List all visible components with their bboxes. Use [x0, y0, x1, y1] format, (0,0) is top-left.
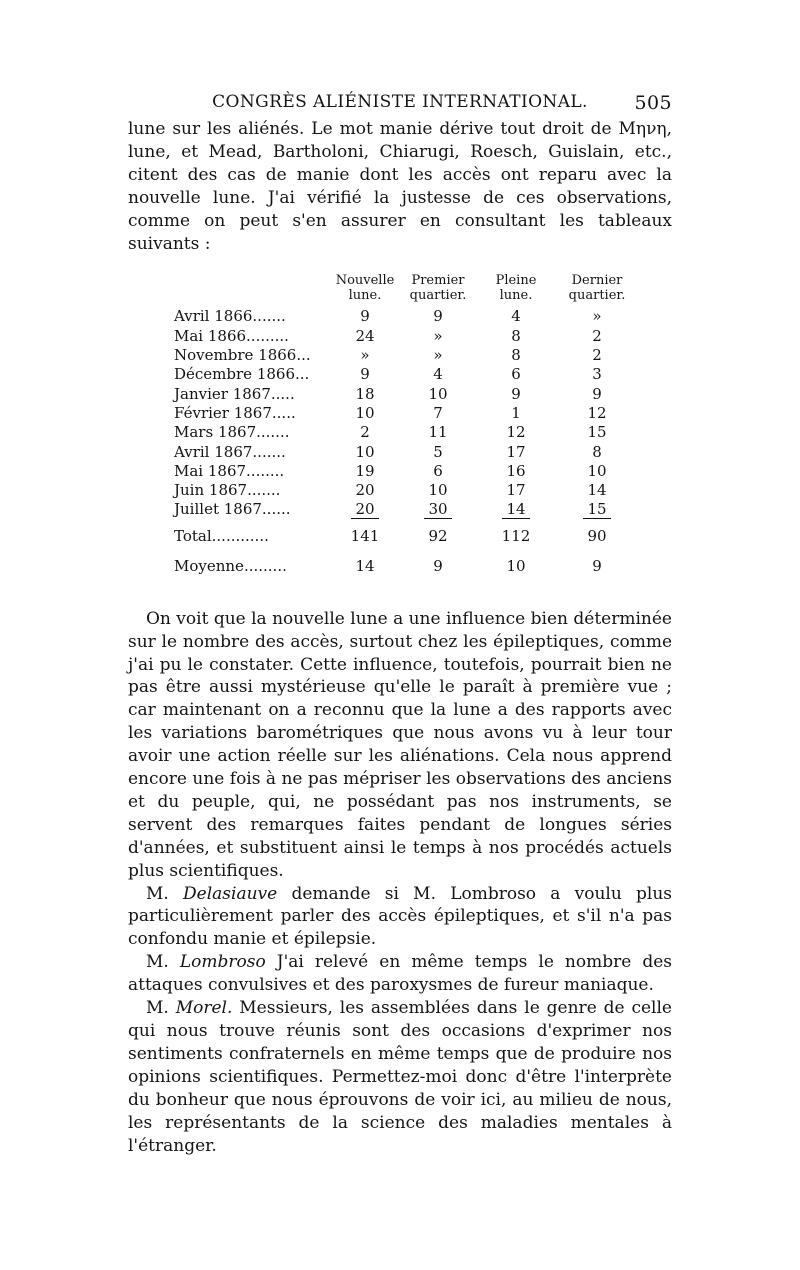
month-cell: Avril 1867....... — [174, 442, 286, 461]
total-value: 141 — [350, 527, 380, 546]
book-page — [128, 92, 672, 1157]
speaker-name: Lombroso — [179, 952, 266, 973]
value-cell: 9 — [433, 307, 443, 326]
value-cell: 3 — [592, 365, 602, 384]
underlined-value: 30 — [424, 500, 451, 519]
table-row — [174, 385, 640, 404]
speaker-paragraph — [128, 883, 672, 952]
value-cell — [478, 500, 554, 519]
value-cell: 2 — [592, 326, 602, 345]
value-cell: 12 — [587, 403, 607, 422]
value-cell: 4 — [433, 365, 443, 384]
month-cell: Juillet 1867...... — [174, 500, 291, 519]
mean-value: 14 — [355, 557, 375, 576]
value-cell: 19 — [355, 461, 375, 480]
value-cell: 17 — [506, 481, 526, 500]
month-cell: Décembre 1866... — [174, 365, 310, 384]
value-cell: 8 — [592, 442, 602, 461]
mean-value: 9 — [433, 557, 443, 576]
mean-label: Moyenne......... — [174, 557, 287, 576]
column-header: Nouvelle lune. — [335, 273, 395, 304]
month-cell: Novembre 1866... — [174, 346, 311, 365]
table-row — [174, 307, 640, 326]
speaker-paragraph — [128, 997, 672, 1157]
month-cell: Janvier 1867..... — [174, 384, 295, 403]
month-cell: Juin 1867....... — [174, 481, 281, 500]
value-cell: 1 — [511, 403, 521, 422]
value-cell: » — [433, 326, 443, 345]
page-number: 505 — [634, 92, 672, 114]
speaker-prefix: M. — [146, 998, 169, 1019]
underlined-value: 20 — [351, 500, 378, 519]
empty-header-cell — [174, 273, 332, 307]
table-row — [174, 481, 640, 500]
total-value: 112 — [501, 527, 531, 546]
value-cell: 6 — [433, 461, 443, 480]
value-cell: 16 — [506, 461, 526, 480]
value-cell: 15 — [587, 423, 607, 442]
value-cell: 8 — [511, 326, 521, 345]
speaker-paragraph — [128, 951, 672, 997]
value-cell: 20 — [355, 481, 375, 500]
value-cell: 14 — [587, 481, 607, 500]
value-cell: » — [433, 346, 443, 365]
value-cell: 24 — [355, 326, 375, 345]
column-header: Premier quartier. — [409, 273, 467, 304]
column-header: Dernier quartier. — [568, 273, 626, 304]
running-header — [128, 92, 672, 118]
month-cell: Avril 1866....... — [174, 307, 286, 326]
month-cell: Mai 1866......... — [174, 326, 289, 345]
value-cell: 8 — [511, 346, 521, 365]
value-cell: 2 — [592, 346, 602, 365]
total-row — [174, 520, 640, 548]
value-cell: » — [360, 346, 370, 365]
value-cell: 6 — [511, 365, 521, 384]
value-cell: 11 — [428, 423, 448, 442]
table-row — [174, 443, 640, 462]
value-cell: 12 — [506, 423, 526, 442]
underlined-value: 15 — [583, 500, 610, 519]
month-cell: Mai 1867........ — [174, 461, 285, 480]
value-cell — [332, 500, 398, 519]
value-cell: 9 — [511, 384, 521, 403]
value-cell: 18 — [355, 384, 375, 403]
value-cell: 9 — [360, 307, 370, 326]
value-cell — [398, 500, 478, 519]
running-title: CONGRÈS ALIÉNISTE INTERNATIONAL. — [212, 92, 588, 112]
moon-phase-table — [174, 273, 640, 577]
value-cell: 4 — [511, 307, 521, 326]
value-cell: 10 — [355, 442, 375, 461]
value-cell: 10 — [428, 384, 448, 403]
underlined-value: 14 — [502, 500, 529, 519]
table-row — [174, 346, 640, 365]
table-row — [174, 423, 640, 442]
value-cell: 10 — [428, 481, 448, 500]
total-value: 92 — [428, 527, 448, 546]
speaker-text: demande si M. Lombroso a voulu plus particulièrement parler des accès épileptiques, et s'il n'a pas confondu manie et épilepsie. — [128, 883, 673, 950]
value-cell: 7 — [433, 403, 443, 422]
table-row — [174, 365, 640, 384]
value-cell: 10 — [355, 403, 375, 422]
total-label: Total............ — [174, 527, 269, 546]
total-value: 90 — [587, 527, 607, 546]
value-cell: 9 — [360, 365, 370, 384]
value-cell: 9 — [592, 384, 602, 403]
table-row — [174, 462, 640, 481]
value-cell: 10 — [587, 461, 607, 480]
speaker-text: Messieurs, les assemblées dans le genre de celle qui nous trouve réunis sont des occasions d'exprimer nos sentiments confraternels en même temps que de produire nos opinions scientifiques. Permettez-moi donc d'être l'interprète du bonheur que nous éprouvons de voir ici, au milieu de nous, les représentants de la science des maladies mentales à l'étranger. — [128, 998, 672, 1156]
speaker-prefix: M. — [146, 883, 169, 904]
mean-value: 9 — [592, 557, 602, 576]
value-cell: » — [592, 307, 602, 326]
column-header: Pleine lune. — [495, 273, 537, 304]
value-cell: 2 — [360, 423, 370, 442]
table-header-row — [174, 273, 640, 307]
month-cell: Février 1867..... — [174, 403, 296, 422]
month-cell: Mars 1867....... — [174, 423, 290, 442]
mean-value: 10 — [506, 557, 526, 576]
body-paragraph: On voit que la nouvelle lune a une influence bien déterminée sur le nombre des accès, surtout chez les épileptiques, comme j'ai pu le constater. Cette influence, toutefois, pourrait bien ne pas être aussi mystérieuse qu'elle le paraît à première vue ; car maintenant on a reconnu que la lune a des rapports avec les variations barométriques que nous avons vu à leur tour avoir une action réelle sur les aliénations. Cela nous apprend encore une fois à ne pas mépriser les observations des anciens et du peuple, qui, ne possédant pas nos instruments, se servent des remarques faites pendant de longues séries d'années, et substituent ainsi le temps à nos procédés actuels plus scientifiques. — [128, 608, 672, 881]
value-cell — [554, 500, 640, 519]
speaker-name: Delasiauve — [183, 883, 278, 904]
table-row — [174, 500, 640, 519]
speaker-name: Morel. — [175, 998, 233, 1019]
speaker-text: J'ai relevé en même temps le nombre des attaques convulsives et des paroxysmes de fureur maniaque. — [128, 952, 673, 996]
table-row — [174, 327, 640, 346]
table-row — [174, 404, 640, 423]
intro-paragraph: lune sur les aliénés. Le mot manie dérive tout droit de Μηνη, lune, et Mead, Bartholoni, Chiarugi, Roesch, Guislain, etc., citent des cas de manie dont les accès ont reparu avec la nouvelle lune. J'ai vérifié la justesse de ces observations, comme on peut s'en assurer en consultant les tableaux suivants : — [128, 119, 672, 254]
mean-row — [174, 548, 640, 578]
value-cell: 17 — [506, 442, 526, 461]
speaker-prefix: M. — [146, 952, 169, 973]
value-cell: 5 — [433, 442, 443, 461]
